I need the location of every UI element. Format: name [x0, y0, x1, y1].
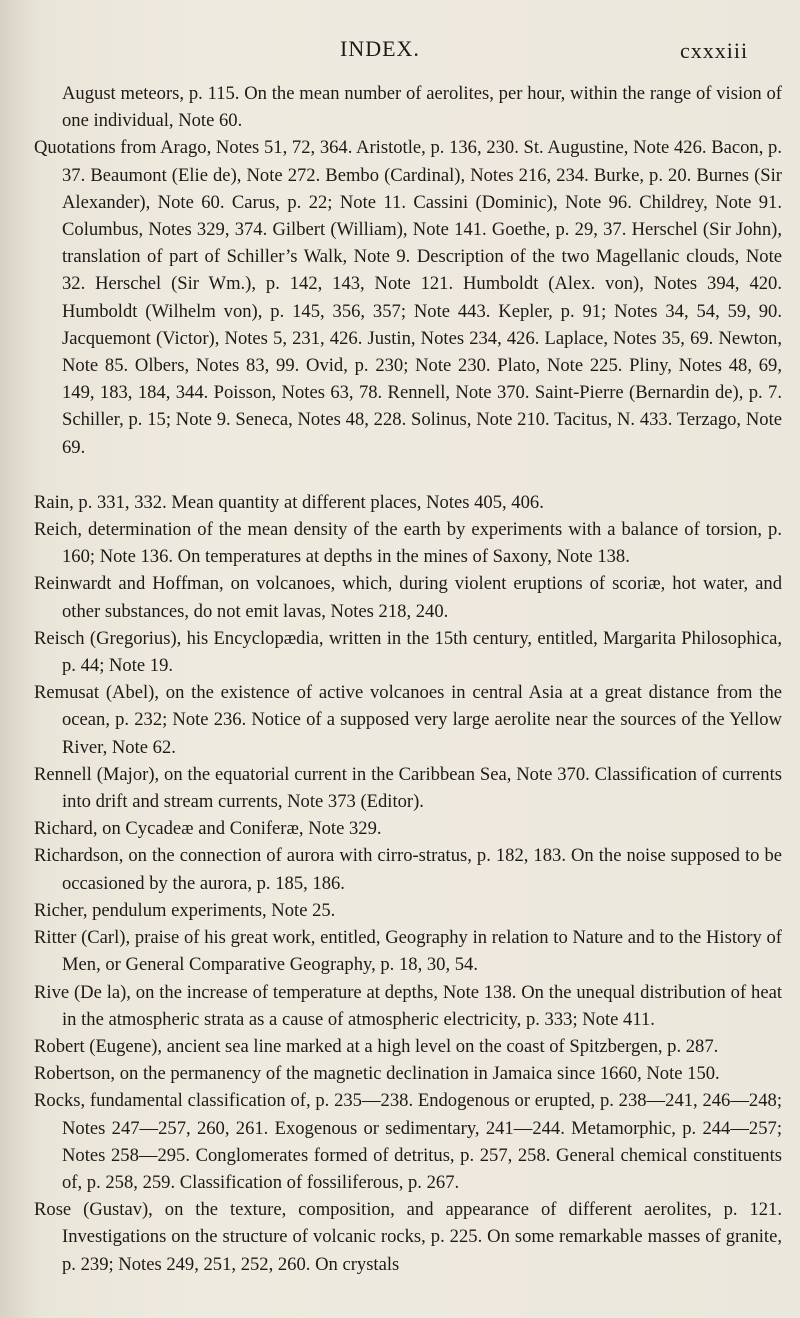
- section-gap: [34, 461, 782, 489]
- running-head: INDEX.: [340, 36, 420, 61]
- index-entry-rain: Rain, p. 331, 332. Mean quantity at different places, Notes 405, 406.: [34, 491, 544, 513]
- continued-entry: August meteors, p. 115. On the mean number of aerolites, per hour, within the range of vision of one individual, Note 60.: [62, 83, 782, 132]
- index-entry-reinwardt: Reinwardt and Hoffman, on volcanoes, which, during violent eruptions of scoriæ, hot water, and other substances, do not emit lavas, Notes 218, 240.: [34, 573, 782, 622]
- index-entry-richardson: Richardson, on the connection of aurora with cirro-stratus, p. 182, 183. On the noise supposed to be occasioned by the aurora, p. 185, 186.: [34, 845, 782, 894]
- index-entry-robertson: Robertson, on the permanency of the magnetic declination in Jamaica since 1660, Note 150.: [34, 1063, 720, 1085]
- index-entry-rive: Rive (De la), on the increase of temperature at depths, Note 138. On the unequal distribution of heat in the atmospheric strata as a cause of atmospheric electricity, p. 333; Note 411.: [34, 981, 782, 1030]
- index-entry-rennell: Rennell (Major), on the equatorial current in the Caribbean Sea, Note 370. Classification of currents into drift and stream currents, Note 373 (Editor).: [34, 763, 782, 813]
- index-entry-ritter: Ritter (Carl), praise of his great work, entitled, Geography in relation to Nature and to the History of Men, or General Comparative Geography, p. 18, 30, 54.: [34, 927, 782, 976]
- index-entries: [34, 80, 782, 1278]
- index-entry-remusat: Remusat (Abel), on the existence of active volcanoes in central Asia at a great distance from the ocean, p. 232; Note 236. Notice of a supposed very large aerolite near the sources of the Yellow River, Note 62.: [34, 682, 782, 758]
- index-entry-reisch: Reisch (Gregorius), his Encyclopædia, written in the 15th century, entitled, Margarita Philosophica, p. 44; Note 19.: [34, 627, 782, 677]
- index-entry-quotations: Quotations from Arago, Notes 51, 72, 364. Aristotle, p. 136, 230. St. Augustine, Note 426. Bacon, p. 37. Beaumont (Elie de), Note 272. Bembo (Cardinal), Notes 216, 234. Burke, p. 20. Burnes (Sir Alexander), Note 60. Carus, p. 22; Note 11. Cassini (Dominic), Note 96. Childrey, Note 91. Columbus, Notes 329, 374. Gilbert (William), Note 141. Goethe, p. 29, 37. Herschel (Sir John), translation of part of Schiller’s Walk, Note 9. Description of the two Magellanic clouds, Note 32. Herschel (Sir Wm.), p. 142, 143, Note 121. Humboldt (Alex. von), Notes 394, 420. Humboldt (Wilhelm von), p. 145, 356, 357; Note 443. Kepler, p. 91; Notes 34, 54, 59, 90. Jacquemont (Victor), Notes 5, 231, 426. Justin, Notes 234, 426. Laplace, Notes 35, 69. Newton, Note 85. Olbers, Notes 83, 99. Ovid, p. 230; Note 230. Plato, Note 225. Pliny, Notes 48, 69, 149, 183, 184, 344. Poisson, Notes 63, 78. Rennell, Note 370. Saint-Pierre (Bernardin de), p. 7. Schiller, p. 15; Note 9. Seneca, Notes 48, 228. Solinus, Note 210. Tacitus, N. 433. Terzago, Note 69.: [34, 137, 782, 458]
- index-entry-rocks: Rocks, fundamental classification of, p. 235—238. Endogenous or erupted, p. 238—241, 246—248; Notes 247—257, 260, 261. Exogenous or sedimentary, 241—244. Metamorphic, p. 244—257; Notes 258—295. Conglomerates formed of detritus, p. 257, 258. General chemical constituents of, p. 258, 259. Classification of fossiliferous, p. 267.: [34, 1090, 782, 1193]
- index-entry-reich: Reich, determination of the mean density of the earth by experiments with a balance of torsion, p. 160; Note 136. On temperatures at depths in the mines of Saxony, Note 138.: [34, 519, 782, 568]
- index-entry-robert: Robert (Eugene), ancient sea line marked at a high level on the coast of Spitzbergen, p. 287.: [34, 1035, 719, 1057]
- page-header: [0, 30, 800, 70]
- index-entry-rose: Rose (Gustav), on the texture, composition, and appearance of different aerolites, p. 121. Investigations on the structure of volcanic rocks, p. 225. On some remarkable masses of granite, p. 239; Notes 249, 251, 252, 260. On crystals: [34, 1199, 782, 1275]
- page-number: cxxxiii: [680, 38, 749, 63]
- index-entry-richard: Richard, on Cycadeæ and Coniferæ, Note 329.: [34, 818, 382, 840]
- index-entry-richer: Richer, pendulum experiments, Note 25.: [34, 899, 336, 921]
